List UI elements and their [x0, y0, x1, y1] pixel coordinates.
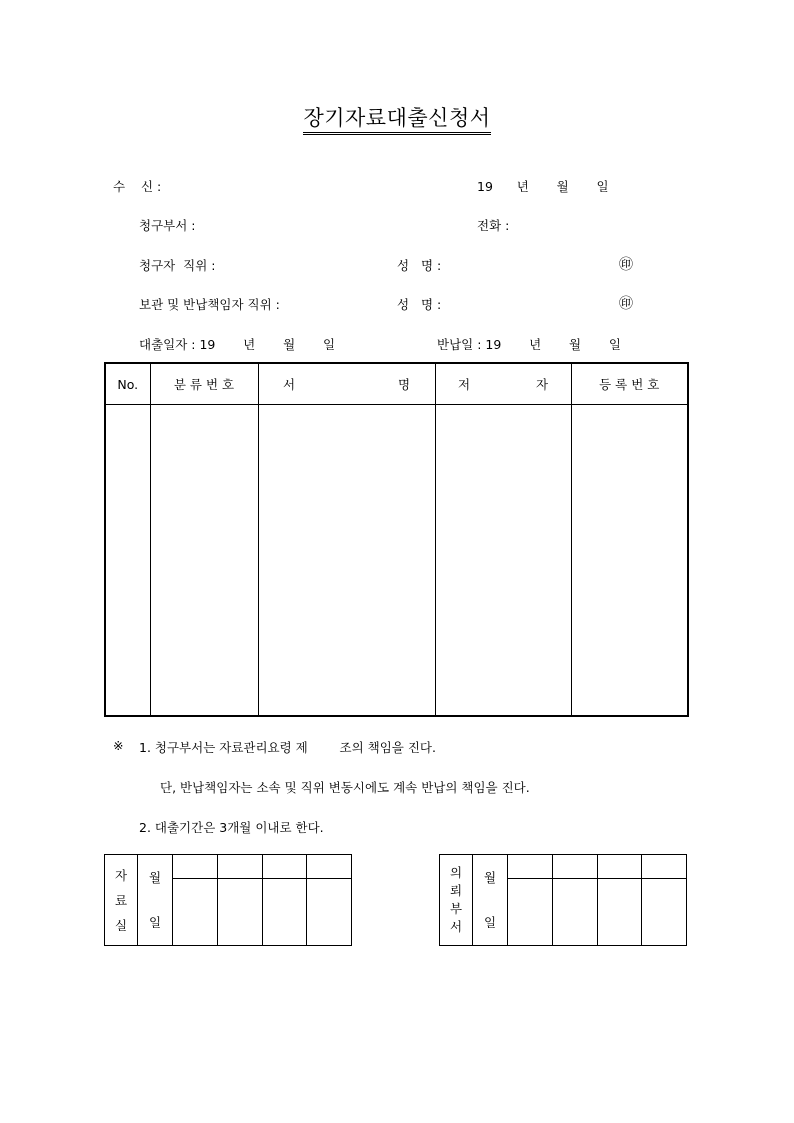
custodian-name-label: 성 명 : — [397, 297, 442, 312]
archive-label-char: 실 — [114, 917, 128, 933]
date-cell[interactable] — [552, 879, 597, 946]
loan-date-line: 대출일자 : 19 년 월 일 — [139, 337, 336, 352]
signature-cell[interactable] — [642, 855, 687, 879]
signature-cell[interactable] — [552, 855, 597, 879]
month-day-label — [473, 855, 508, 946]
document-title — [0, 102, 794, 132]
dept-label-char: 의 — [449, 865, 463, 880]
col-header-class-number: 분 류 번 호 — [150, 363, 258, 405]
archive-label-char: 료 — [114, 892, 128, 908]
phone-label: 전화 : — [477, 218, 510, 233]
dept-label: 청구부서 : — [139, 218, 196, 233]
col-header-title — [258, 363, 435, 405]
requesting-dept-stamp-box — [439, 854, 687, 946]
month-label: 월 — [148, 870, 162, 885]
date-cell[interactable] — [597, 879, 642, 946]
cell-registration-number[interactable] — [571, 405, 688, 717]
archive-label-char: 자 — [114, 867, 128, 883]
requester-name-label: 성 명 : — [397, 258, 442, 273]
dept-label-char: 뢰 — [449, 883, 463, 898]
cell-class-number[interactable] — [150, 405, 258, 717]
note-line-1: 1. 청구부서는 자료관리요령 제 조의 책임을 진다. — [139, 740, 436, 755]
return-date-line: 반납일 : 19 년 월 일 — [437, 337, 621, 352]
cell-author[interactable] — [435, 405, 571, 717]
cell-title[interactable] — [258, 405, 435, 717]
signature-cell[interactable] — [307, 855, 352, 879]
requesting-dept-label — [440, 855, 473, 946]
col-header-no: No. — [105, 363, 150, 405]
archive-label — [105, 855, 138, 946]
col-header-registration-number: 등 록 번 호 — [571, 363, 688, 405]
signature-cell[interactable] — [508, 855, 553, 879]
custodian-label: 보관 및 반납책임자 직위 : — [139, 297, 280, 312]
date-cell[interactable] — [173, 879, 218, 946]
signature-cell[interactable] — [173, 855, 218, 879]
seal-mark: ㊞ — [619, 257, 633, 273]
dept-label-char: 부 — [449, 901, 463, 916]
month-label: 월 — [483, 870, 497, 885]
day-label: 일 — [148, 915, 162, 930]
date-line: 19 년 월 일 — [477, 179, 609, 194]
col-header-title-a: 서 — [282, 377, 296, 392]
col-header-author — [435, 363, 571, 405]
col-header-author-b: 자 — [535, 377, 549, 392]
date-cell[interactable] — [508, 879, 553, 946]
table-header-row — [105, 363, 688, 405]
requester-label: 청구자 직위 : — [139, 258, 216, 273]
signature-cell[interactable] — [262, 855, 307, 879]
date-cell[interactable] — [217, 879, 262, 946]
dept-label-char: 서 — [449, 919, 463, 934]
date-cell[interactable] — [307, 879, 352, 946]
col-header-author-a: 저 — [457, 377, 471, 392]
loan-items-table — [104, 362, 689, 717]
col-header-title-b: 명 — [397, 377, 411, 392]
note-mark: ※ — [113, 738, 124, 753]
table-body-row — [105, 405, 688, 717]
signature-cell[interactable] — [217, 855, 262, 879]
cell-no[interactable] — [105, 405, 150, 717]
month-day-label — [138, 855, 173, 946]
note-line-2: 단, 반납책임자는 소속 및 직위 변동시에도 계속 반납의 책임을 진다. — [160, 780, 530, 795]
date-cell[interactable] — [262, 879, 307, 946]
recipient-label: 수 신 : — [113, 179, 162, 194]
day-label: 일 — [483, 915, 497, 930]
signature-cell[interactable] — [597, 855, 642, 879]
date-cell[interactable] — [642, 879, 687, 946]
archive-stamp-box — [104, 854, 352, 946]
title-text: 장기자료대출신청서 — [303, 106, 490, 135]
note-line-3: 2. 대출기간은 3개월 이내로 한다. — [139, 820, 324, 835]
seal-mark: ㊞ — [619, 296, 633, 312]
